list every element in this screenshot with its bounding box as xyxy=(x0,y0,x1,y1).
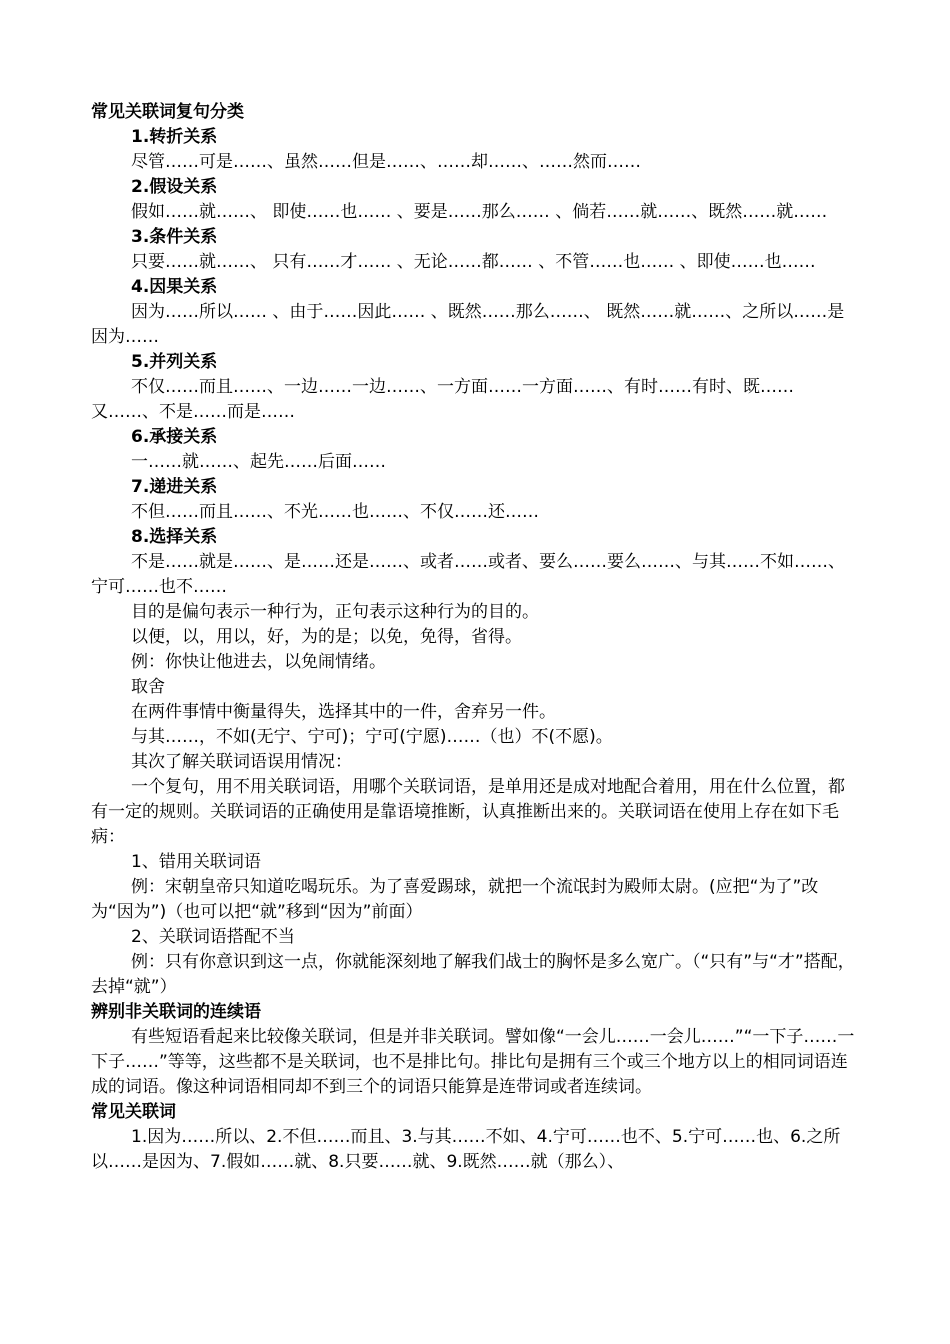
document-title: 常见关联词复句分类 xyxy=(91,102,244,122)
paragraph: 例：宋朝皇帝只知道吃喝玩乐。为了喜爱踢球，就把一个流氓封为殿师太尉。(应把“为了”改为“因为”)（也可以把“就”移到“因为”前面） xyxy=(91,877,819,922)
paragraph: 例：你快让他进去，以免闹情绪。 xyxy=(131,652,386,672)
section-heading: 辨别非关联词的连续语 xyxy=(91,1002,261,1022)
category-heading: 2.假设关系 xyxy=(131,177,218,197)
paragraph: 其次了解关联词语误用情况： xyxy=(131,752,352,772)
category-text: 不是……就是……、是……还是……、或者……或者、要么……要么……、与其……不如……、宁可……也不…… xyxy=(91,552,845,597)
category-heading: 6.承接关系 xyxy=(131,427,218,447)
category-heading: 7.递进关系 xyxy=(131,477,218,497)
paragraph: 一个复句，用不用关联词语，用哪个关联词语，是单用还是成对地配合着用，用在什么位置，都有一定的规则。关联词语的正确使用是靠语境推断，认真推断出来的。关联词语在使用上存在如下毛病： xyxy=(91,777,845,847)
paragraph: 2、关联词语搭配不当 xyxy=(131,927,295,947)
category-text: 不但……而且……、不光……也……、不仅……还…… xyxy=(131,502,539,522)
section-text: 有些短语看起来比较像关联词，但是并非关联词。譬如像“一会儿……一会儿……”“一下子……一下子……”等等，这些都不是关联词，也不是排比句。排比句是拥有三个或三个地方以上的相同词语连成的词语。像这种词语相同却不到三个的词语只能算是连带词或者连续词。 xyxy=(91,1027,855,1097)
category-heading: 8.选择关系 xyxy=(131,527,218,547)
paragraph: 与其……，不如(无宁、宁可)；宁可(宁愿)……（也）不(不愿)。 xyxy=(131,727,613,747)
category-heading: 5.并列关系 xyxy=(131,352,218,372)
category-text: 只要……就……、 只有……才…… 、无论……都…… 、不管……也…… 、即使……也…… xyxy=(131,252,816,272)
paragraph: 例：只有你意识到这一点，你就能深刻地了解我们战士的胸怀是多么宽广。（“只有”与“才”搭配，去掉“就”） xyxy=(91,952,855,997)
category-text: 不仅……而且……、一边……一边……、一方面……一方面……、有时……有时、既……又……、不是……而是…… xyxy=(91,377,794,422)
category-text: 因为……所以…… 、由于……因此…… 、既然……那么……、 既然……就……、之所以……是因为…… xyxy=(91,302,845,347)
category-text: 假如……就……、 即使……也…… 、要是……那么…… 、倘若……就……、既然……就…… xyxy=(131,202,828,222)
paragraph: 取舍 xyxy=(131,677,165,697)
paragraph: 在两件事情中衡量得失，选择其中的一件，舍弃另一件。 xyxy=(131,702,556,722)
paragraph: 以便，以，用以，好，为的是；以免，免得，省得。 xyxy=(131,627,522,647)
paragraph: 1、错用关联词语 xyxy=(131,852,261,872)
category-heading: 3.条件关系 xyxy=(131,227,218,247)
paragraph: 目的是偏句表示一种行为，正句表示这种行为的目的。 xyxy=(131,602,539,622)
section-heading: 常见关联词 xyxy=(91,1102,176,1122)
category-text: 尽管……可是……、虽然……但是……、……却……、……然而…… xyxy=(131,152,641,172)
section-text: 1.因为……所以、2.不但……而且、3.与其……不如、4.宁可……也不、5.宁可……也、6.之所以……是因为、7.假如……就、8.只要……就、9.既然……就（那么）、 xyxy=(91,1127,841,1172)
category-heading: 4.因果关系 xyxy=(131,277,218,297)
category-heading: 1.转折关系 xyxy=(131,127,218,147)
category-text: 一……就……、起先……后面…… xyxy=(131,452,386,472)
document-page xyxy=(91,100,857,1175)
